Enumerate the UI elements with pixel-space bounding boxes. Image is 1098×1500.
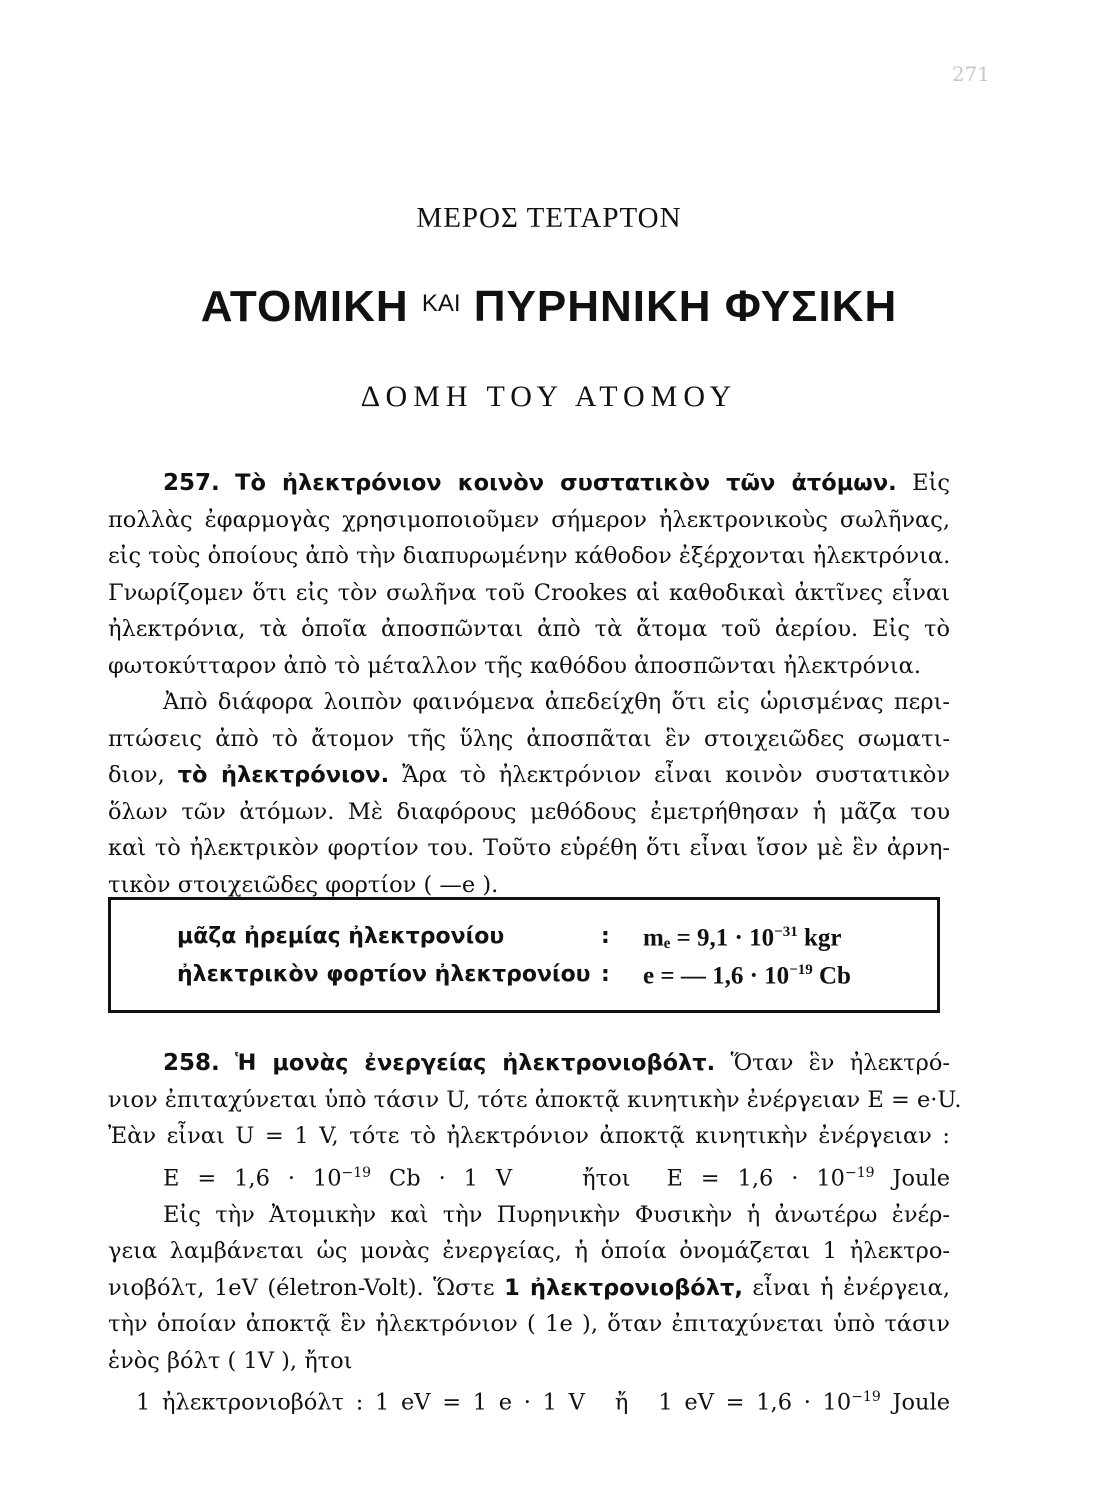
page-number: 271 <box>951 62 990 86</box>
formula-part: Joule <box>892 1389 951 1416</box>
chapter-title <box>0 282 1098 332</box>
text-fragment: εἶναι ἡ ἐνέργεια, <box>752 1274 951 1301</box>
text-fragment: νιοβόλτ, 1eV (életron-Volt). Ὥστε <box>108 1274 495 1301</box>
text-fragment: διον, <box>108 762 165 788</box>
energy-formula <box>108 1155 950 1197</box>
section-258 <box>108 1045 962 1421</box>
part-title: ΜΕΡΟΣ ΤΕΤΑΡΤΟΝ <box>416 202 682 234</box>
formula-part: Joule <box>892 1165 951 1191</box>
formula-part: Cb · 1 V <box>389 1165 513 1191</box>
paragraph-line-with-emphasis <box>108 1270 950 1307</box>
paragraph-line: τὴν ὁποίαν ἀποκτᾷ ἓν ἠλεκτρόνιον ( 1e ), ὅταν ἐπιταχύνεται ὑπὸ τάσιν <box>108 1311 950 1337</box>
electronvolt-formula <box>108 1379 950 1421</box>
section-number: 257. <box>163 470 220 496</box>
constant-label: μᾶζα ἠρεμίας ἠλεκτρονίου <box>177 924 505 949</box>
paragraph-line: Γνωρίζομεν ὅτι εἰς τὸν σωλῆνα τοῦ Crookes αἱ καθοδικαὶ ἀκτῖνες εἶναι <box>108 579 950 606</box>
colon: : <box>601 924 610 949</box>
section-258-heading-line <box>108 1045 950 1082</box>
paragraph-line: πτώσεις ἀπὸ τὸ ἄτομον τῆς ὕλης ἀποσπᾶται ἓν στοιχειῶδες σωματι- <box>108 725 950 752</box>
section-257-heading-line <box>108 465 950 502</box>
value-text: e = — 1,6 · 10 <box>643 962 790 990</box>
formula-part: ἤτοι <box>582 1165 631 1191</box>
paragraph-line: καὶ τὸ ἠλεκτρικὸν φορτίον του. Τοῦτο εὑρέθη ὅτι εἶναι ἴσον μὲ ἓν ἀρνη- <box>108 835 950 861</box>
paragraph-line: νιον ἐπιταχύνεται ὑπὸ τάσιν U, τότε ἀποκτᾷ κινητικὴν ἐνέργειαν E = e·U. <box>108 1086 962 1113</box>
constants-box <box>108 897 940 1013</box>
paragraph-line: τικὸν στοιχειῶδες φορτίον ( —e ). <box>108 871 499 898</box>
paragraph-line: Εἰς <box>912 470 950 496</box>
section-number: 258. <box>163 1050 220 1076</box>
exponent: −19 <box>851 1389 881 1405</box>
constant-label: ἠλεκτρικὸν φορτίον ἠλεκτρονίου <box>177 962 591 987</box>
formula-part: E = 1,6 · 10 <box>666 1165 845 1191</box>
paragraph-line: ὅλων τῶν ἀτόμων. Μὲ διαφόρους μεθόδους ἐμετρήθησαν ἡ μᾶζα του <box>108 798 950 825</box>
paragraph-line: Ἐὰν εἶναι U = 1 V, τότε τὸ ἠλεκτρόνιον ἀποκτᾷ κινητικὴν ἐνέργειαν : <box>108 1123 950 1149</box>
formula-part: ἤ <box>614 1389 629 1416</box>
emphasized-term: τὸ ἠλεκτρόνιον. <box>177 762 390 788</box>
unit: kgr <box>803 924 842 952</box>
section-title: Ἡ μονὰς ἐνεργείας ἠλεκτρονιοβόλτ. <box>235 1050 716 1076</box>
electron-mass-row <box>177 924 897 960</box>
exponent: −19 <box>844 1164 875 1181</box>
exponent: −31 <box>774 924 798 940</box>
paragraph-line: γεια λαμβάνεται ὡς μονὰς ἐνεργείας, ἡ ὁποία ὀνομάζεται 1 ἠλεκτρο- <box>108 1238 950 1264</box>
constant-value <box>643 962 851 990</box>
colon: : <box>601 962 610 987</box>
formula-part: E = 1,6 · 10 <box>163 1165 342 1191</box>
paragraph-line: ἑνὸς βόλτ ( 1V ), ἤτοι <box>108 1347 353 1374</box>
emphasized-term: 1 ἠλεκτρονιοβόλτ, <box>504 1274 743 1301</box>
paragraph-line-with-emphasis <box>108 757 950 794</box>
section-title: Τὸ ἠλεκτρόνιον κοινὸν συστατικὸν τῶν ἀτόμων. <box>235 470 897 496</box>
electron-charge-row <box>177 962 897 998</box>
section-heading: ΔΟΜΗ ΤΟΥ ΑΤΟΜΟΥ <box>360 380 738 413</box>
paragraph-line: Εἰς τὴν Ἀτομικὴν καὶ τὴν Πυρηνικὴν Φυσικὴν ἡ ἀνωτέρω ἐνέρ- <box>163 1201 950 1228</box>
paragraph-line: φωτοκύτταρον ἀπὸ τὸ μέταλλον τῆς καθόδου ἀποσπῶνται ἠλεκτρόνια. <box>108 652 921 679</box>
chapter-title-part-1: ΑΤΟΜΙΚΗ <box>200 282 409 331</box>
paragraph-line: Ὅταν ἓν ἠλεκτρό- <box>730 1050 951 1076</box>
unit: Cb <box>819 962 851 990</box>
paragraph-line: ἠλεκτρόνια, τὰ ὁποῖα ἀποσπῶνται ἀπὸ τὰ ἄτομα τοῦ ἀερίου. Εἰς τὸ <box>108 616 950 642</box>
value-text: mₑ = 9,1 · 10 <box>643 924 775 952</box>
chapter-title-part-2: ΠΥΡΗΝΙΚΗ ΦΥΣΙΚΗ <box>473 282 898 331</box>
exponent: −19 <box>789 962 813 978</box>
constant-value <box>643 924 841 952</box>
text-fragment: Ἄρα τὸ ἠλεκτρόνιον εἶναι κοινὸν συστατικὸν <box>402 762 951 788</box>
chapter-title-conjunction: ΚΑΙ <box>421 290 461 317</box>
formula-part: 1 eV = 1,6 · 10 <box>658 1389 852 1416</box>
section-257 <box>108 465 950 903</box>
paragraph-line: εἰς τοὺς ὁποίους ἀπὸ τὴν διαπυρωμένην κάθοδον ἐξέρχονται ἠλεκτρόνια. <box>108 543 951 569</box>
paragraph-line: Ἀπὸ διάφορα λοιπὸν φαινόμενα ἀπεδείχθη ὅτι εἰς ὡρισμένας περι- <box>163 689 950 715</box>
paragraph-line: πολλὰς ἐφαρμογὰς χρησιμοποιοῦμεν σήμερον ἠλεκτρονικοὺς σωλῆνας, <box>108 506 950 533</box>
exponent: −19 <box>341 1164 372 1181</box>
formula-part: 1 ἠλεκτρονιοβόλτ : 1 eV = 1 e · 1 V <box>136 1389 585 1416</box>
